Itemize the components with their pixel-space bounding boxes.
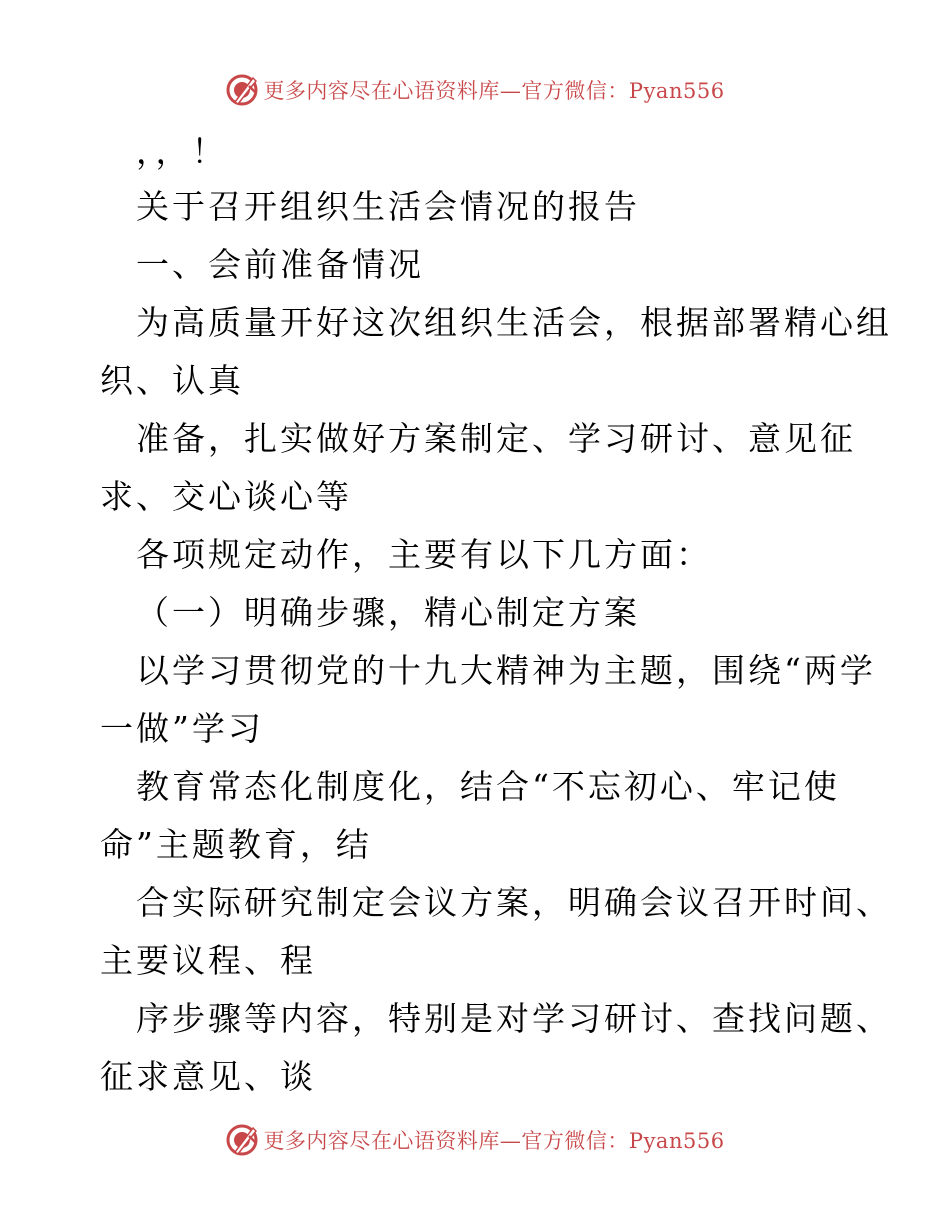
text-line-13: 命”主题教育，结: [100, 825, 372, 864]
pen-logo-icon: [225, 1122, 261, 1158]
text-line-5: 织、认真: [100, 361, 244, 400]
text-line-1: ，，！: [136, 132, 228, 171]
report-title: 关于召开组织生活会情况的报告: [136, 187, 640, 226]
pen-logo-icon: [225, 72, 261, 108]
text-line-11: 一做”学习: [100, 709, 264, 748]
banner-text: 更多内容尽在心语资料库—官方微信：Pyan556: [263, 79, 725, 103]
banner-text: 更多内容尽在心语资料库—官方微信：Pyan556: [263, 1129, 725, 1153]
text-line-6: 准备，扎实做好方案制定、学习研讨、意见征: [136, 419, 856, 458]
text-line-7: 求、交心谈心等: [100, 477, 352, 516]
subsection-heading-1: （一）明确步骤，精心制定方案: [136, 593, 640, 632]
text-line-4: 为高质量开好这次组织生活会，根据部署精心组: [136, 303, 892, 342]
text-line-17: 征求意见、谈: [100, 1057, 316, 1096]
section-heading-1: 一、会前准备情况: [136, 245, 424, 284]
text-line-15: 主要议程、程: [100, 941, 316, 980]
text-line-8: 各项规定动作，主要有以下几方面：: [136, 535, 712, 574]
text-line-10: 以学习贯彻党的十九大精神为主题，围绕“两学: [136, 651, 876, 690]
text-line-14: 合实际研究制定会议方案，明确会议召开时间、: [136, 883, 892, 922]
text-line-16: 序步骤等内容，特别是对学习研讨、查找问题、: [136, 999, 892, 1038]
header-watermark-banner: [0, 68, 950, 112]
footer-watermark-banner: [0, 1118, 950, 1162]
text-line-12: 教育常态化制度化，结合“不忘初心、牢记使: [136, 767, 840, 806]
